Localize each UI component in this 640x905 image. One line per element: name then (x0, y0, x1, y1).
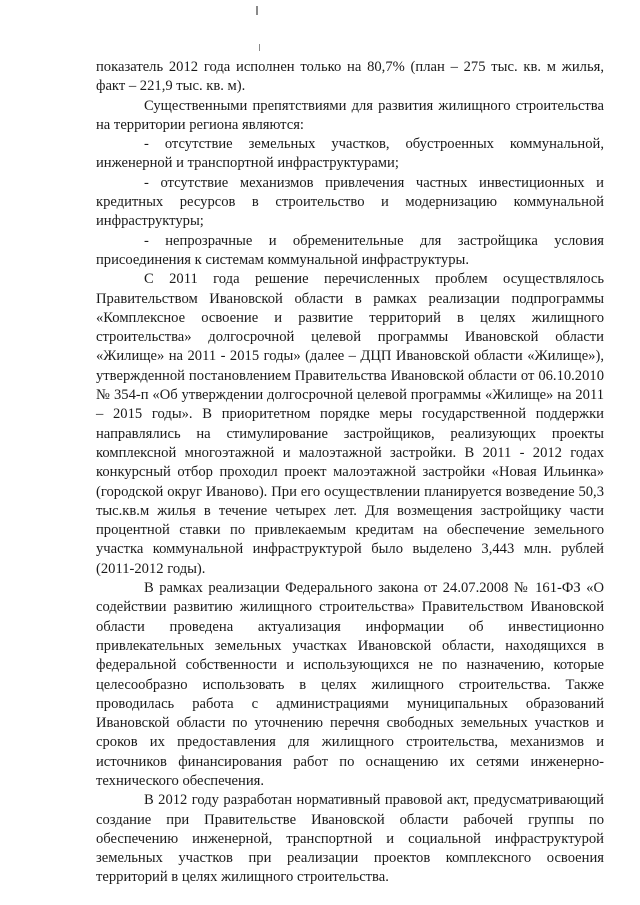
scan-artifact-mark (259, 44, 260, 51)
scan-artifact-mark (256, 6, 258, 15)
list-item-land-plots: - отсутствие земельных участков, обустроенных коммунальной, инженерной и транспортной инфраструктурами; (96, 136, 604, 172)
list-item-investment-mechanisms: - отсутствие механизмов привлечения частных инвестиционных и кредитных ресурсов в строительство и модернизацию коммунальной инфраструктуры; (96, 174, 604, 230)
paragraph-working-group-2012: В 2012 году разработан нормативный правовой акт, предусматривающий создание при Правительстве Ивановской области рабочей группы по обеспечению инженерной, транспортной и социальной инфраструктурой земельных участков при реализации проектов комплексного освоения территорий в целях жилищного строительства. (96, 792, 604, 886)
paragraph-program-2011: С 2011 года решение перечисленных проблем осуществлялось Правительством Ивановской области в рамках реализации подпрограммы «Комплексное освоение и развитие территорий в целях жилищного строительства» долгосрочной целевой программы Ивановской области «Жилище» на 2011 - 2015 годы» (далее – ДЦП Ивановской области «Жилище»), утвержденной постановлением Правительства Ивановской области от 06.10.2010 № 354-п «Об утверждении долгосрочной целевой программы «Жилище» на 2011 – 2015 годы». В приоритетном порядке меры государственной поддержки направлялись на стимулирование застройщиков, реализующих проекты комплексной многоэтажной и малоэтажной застройки. В 2011 - 2012 годах конкурсный отбор проходил проект малоэтажной застройки «Новая Ильинка» (городской округ Иваново). При его осуществлении планируется возведение 50,3 тыс.кв.м жилья в течение четырех лет. Для возмещения застройщику части процентной ставки по привлекаемым кредитам на обеспечение земельного участка коммунальной инфраструктурой было выделено 3,443 млн. рублей (2011-2012 годы). (96, 271, 604, 577)
paragraph-obstacles-intro: Существенными препятствиями для развития жилищного строительства на территории региона являются: (96, 97, 604, 133)
paragraph-federal-law: В рамках реализации Федерального закона от 24.07.2008 № 161-ФЗ «О содействии развитию жилищного строительства» Правительством Ивановской области проведена актуализация информации об инвестиционно привлекательных земельных участках Ивановской области, находящихся в федеральной собственности и использующихся не по назначению, которые целесообразно использовать в целях жилищного строительства. Также проводилась работа с администрациями муниципальных образований Ивановской области по уточнению перечня свободных земельных участков и сроков их предоставления для жилищного строительства, механизмов и источников финансирования работ по оснащению их сетями инженерно-технического обеспечения. (96, 580, 604, 789)
list-item-connection-conditions: - непрозрачные и обременительные для застройщика условия присоединения к системам коммунальной инфраструктуры. (96, 232, 604, 268)
paragraph-plan-result: показатель 2012 года исполнен только на 80,7% (план – 275 тыс. кв. м жилья, факт – 221,9 тыс. кв. м). (96, 59, 604, 95)
